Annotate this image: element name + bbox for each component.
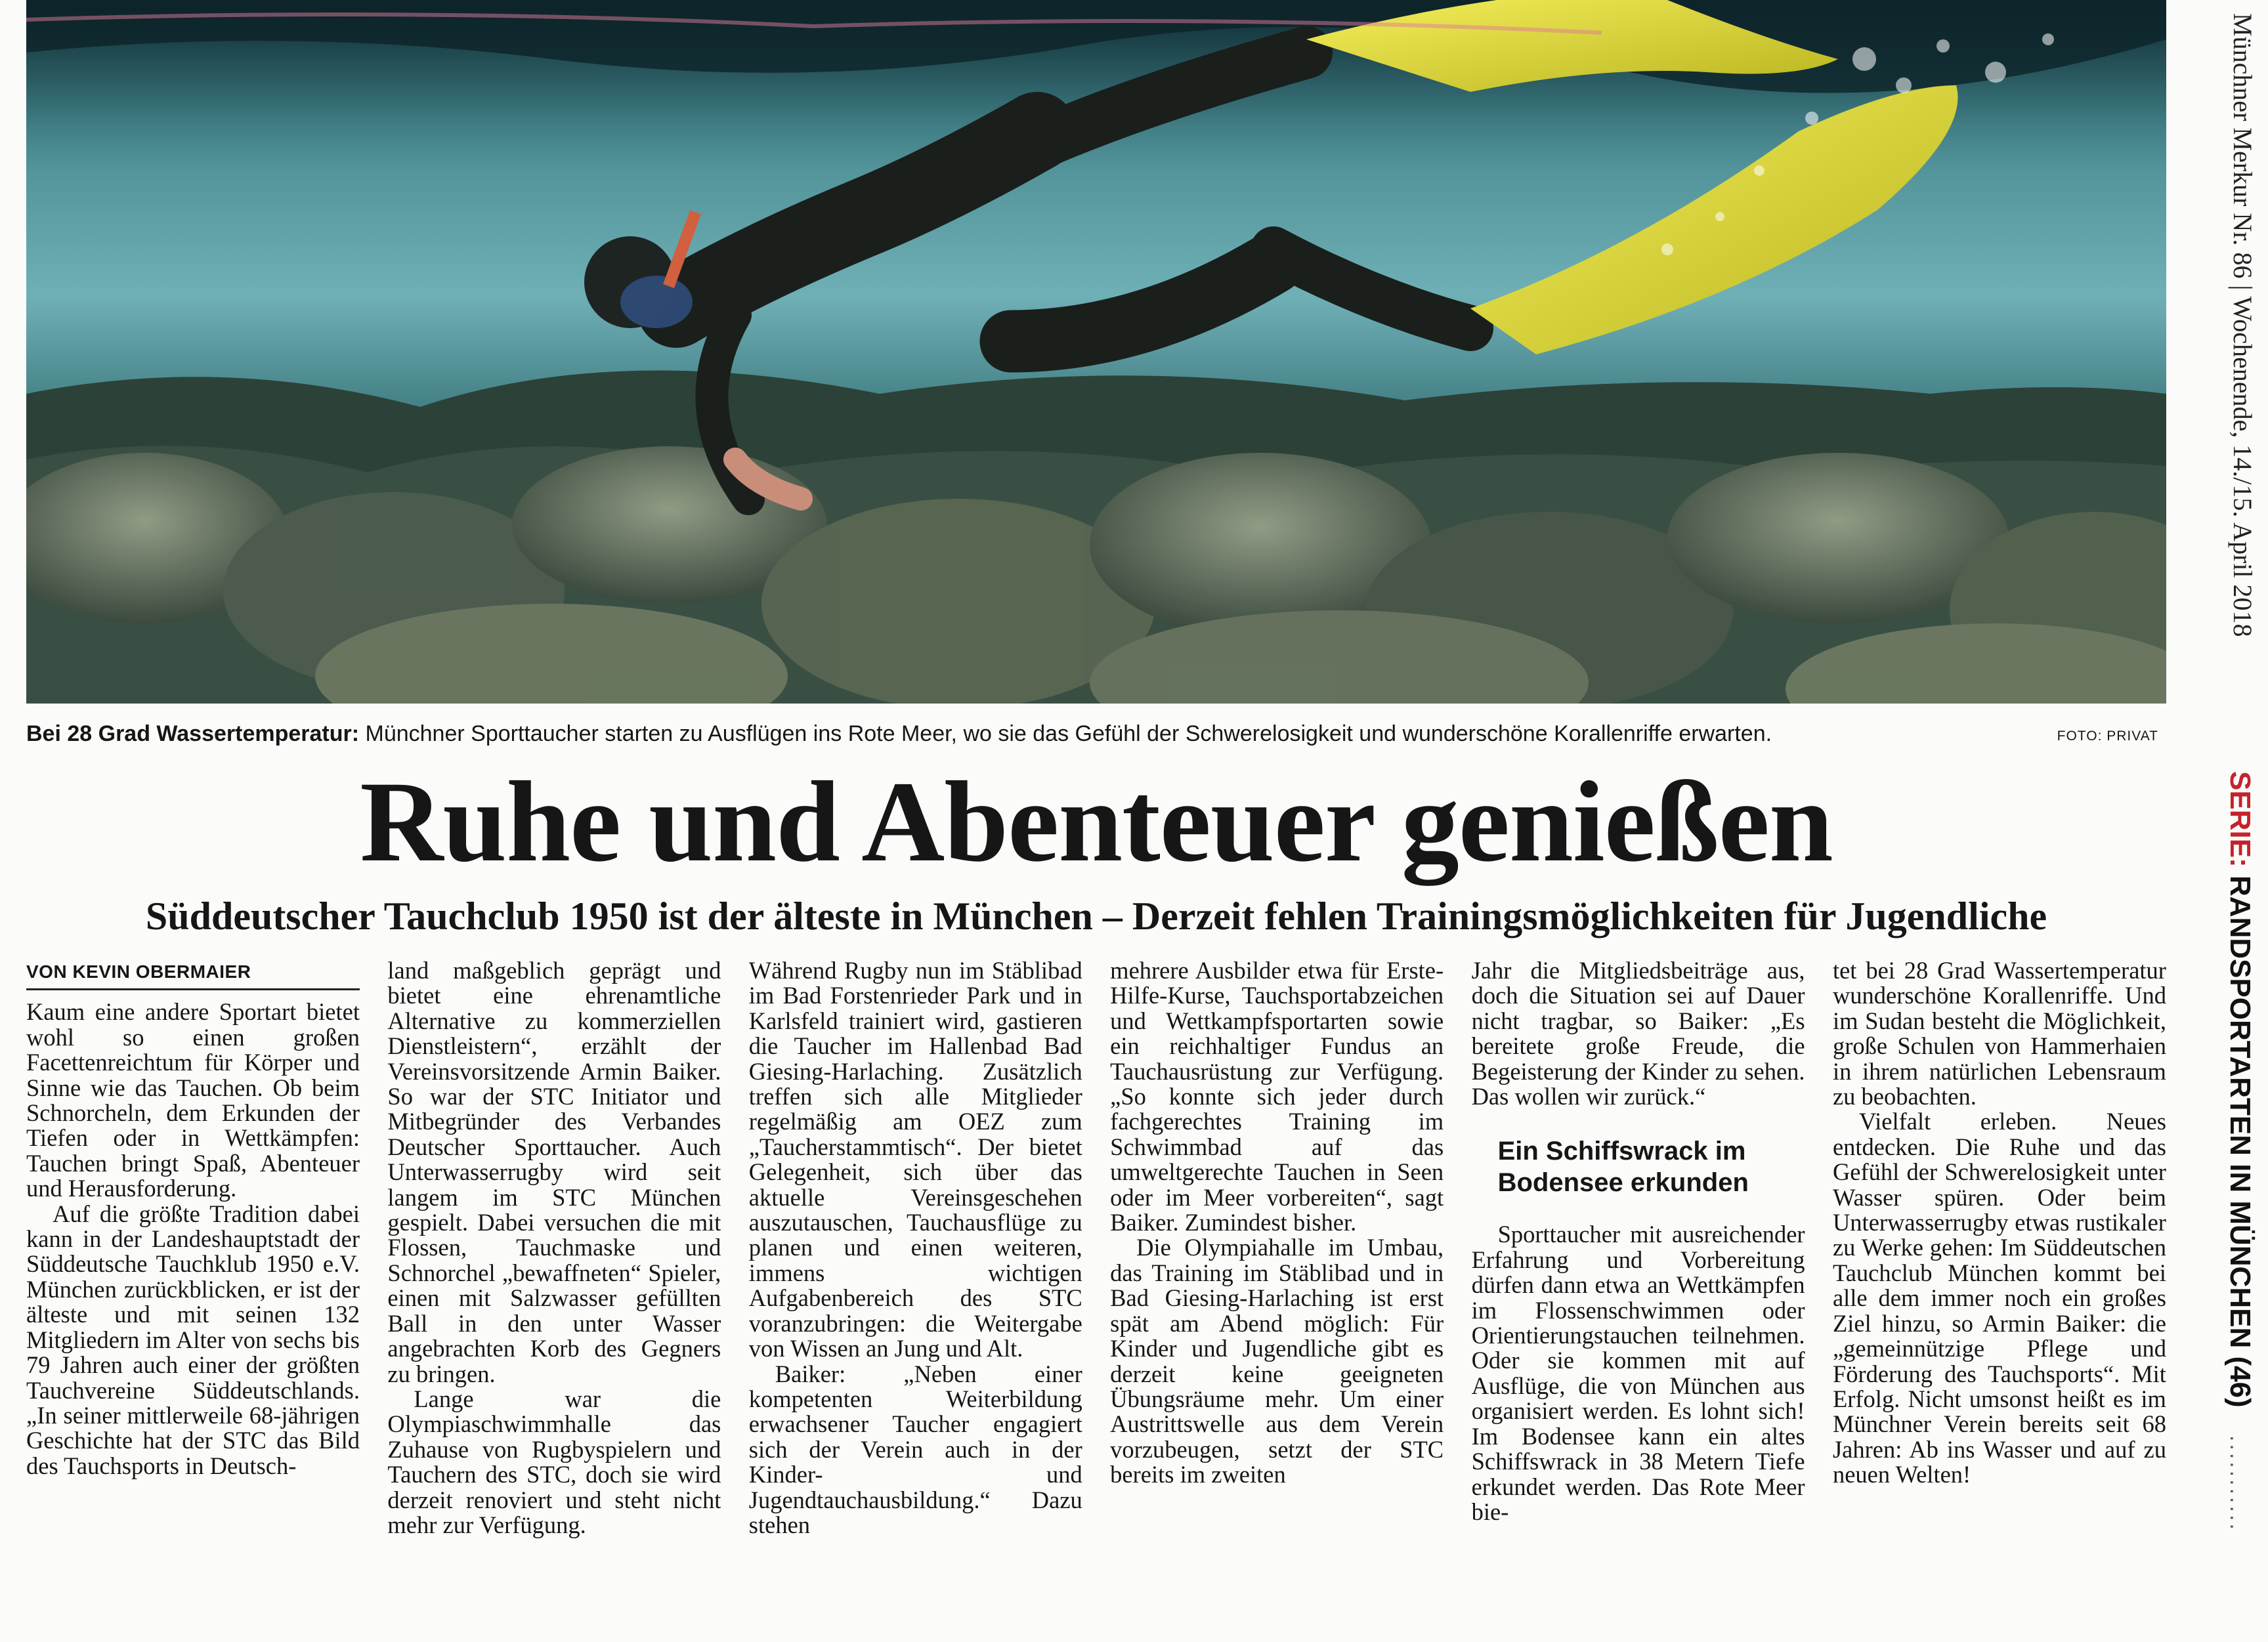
paragraph: Auf die größte Tradition dabei kann in der Landeshauptstadt der Süddeutsche Tauchklub 1950 e.V. München zurückblicken, er ist der älteste und mit seinen 132 Mitgliedern im Alter von sechs bis 79 Jahren auch einer der größten Tauchvereine Süddeutschlands. „In seiner mittlerweile 68-jährigen Geschichte hat der STC das Bild des Tauchsports in Deutsch- bbox=[26, 1200, 360, 1479]
column-3 bbox=[749, 958, 1082, 1634]
paragraph: land maßgeblich geprägt und bietet eine ehrenamtliche Alternative zu kommerziellen Dienstleistern“, erzählt der Vereinsvorsitzende Armin Baiker. So war der STC Initiator und Mitbegründer des Verbandes Deutscher Sporttaucher. Auch Unterwasserrugby wird seit langem im STC München gespielt. Dabei versuchen die mit Flossen, Tauchmaske und Schnorchel „bewaffneten“ Spieler, einen mit Salzwasser gefüllten Ball in den unter Wasser angebrachten Korb des Gegners zu bringen. bbox=[387, 958, 721, 1387]
photo-credit: FOTO: PRIVAT bbox=[2057, 728, 2158, 744]
column-4 bbox=[1110, 958, 1444, 1634]
column-5 bbox=[1472, 958, 1805, 1634]
paragraph: Baiker: „Neben einer kompetenten Weiterbildung erwachsener Taucher engagiert sich der Verein auch in der Kinder- und Jugendtauchausbildung.“ Dazu stehen bbox=[748, 1360, 1082, 1538]
paragraph: Kaum eine andere Sportart bietet wohl so einen großen Facettenreichtum für Körper und Sinne wie das Tauchen. Ob beim Schnorcheln, dem Erkunden der Tiefen oder in Wettkämpfen: Tauchen bringt Spaß, Abenteuer und Herausforderung. bbox=[26, 998, 360, 1202]
publication-info: Münchner Merkur Nr. 86 | Wochenende, 14./15. April 2018 bbox=[2228, 13, 2257, 637]
paragraph: mehrere Ausbilder etwa für Erste-Hilfe-Kurse, Tauchsportabzeichen und Wettkampfsportarten sowie ein reichhaltiger Fundus an Tauchausrüstung zur Verfügung. „So konnte sich jeder durch fachgerechtes Training im Schwimmbad auf das umweltgerechte Tauchen in Seen oder im Meer vorbereiten“, sagt Baiker. Zumindest bisher. bbox=[1110, 958, 1444, 1236]
paragraph: Jahr die Mitgliedsbeiträge aus, doch die Situation sei auf Dauer nicht tragbar, so Baiker: „Es bereitete große Freude, die Begeisterung der Kinder zu sehen. Das wollen wir zurück.“ bbox=[1471, 958, 1805, 1110]
paragraph: tet bei 28 Grad Wassertemperatur wunderschöne Korallenriffe. Und im Sudan besteht die Möglichkeit, große Schulen von Hammerhaien in ihrem natürlichen Lebensraum zu beobachten. bbox=[1832, 958, 2166, 1110]
paragraph: Die Olympiahalle im Umbau, das Training im Stäblibad und in Bad Giesing-Harlaching ist erst spät am Abend möglich: Für Kinder und Jugendliche gibt es derzeit keine geeigneten Übungsräume mehr. Um einer Austrittswelle aus dem Verein vorzubeugen, setzt der STC bereits im zweiten bbox=[1110, 1234, 1444, 1488]
series-dots: ........... bbox=[2225, 1435, 2250, 1532]
series-label bbox=[2219, 771, 2258, 1532]
headline: Ruhe und Abenteuer genießen bbox=[360, 758, 1833, 886]
column-2 bbox=[387, 958, 721, 1634]
paragraph: Sporttaucher mit ausreichender Erfahrung und Vorbereitung dürfen dann etwa an Wettkämpfen im Flossenschwimmen oder Orientierungstauchen teilnehmen. Oder sie kommen mit auf Ausflüge, die von München aus organisiert werden. Es lohnt sich! Im Bodensee kann ein altes Schiffswrack in 38 Metern Tiefe erkundet werden. Das Rote Meer bie- bbox=[1471, 1221, 1805, 1525]
subheadline: Süddeutscher Tauchclub 1950 ist der älteste in München – Derzeit fehlen Trainingsmöglichkeiten für Jugendliche bbox=[145, 895, 2047, 938]
series-prefix: SERIE: bbox=[2224, 771, 2256, 868]
column-1 bbox=[26, 958, 360, 1634]
article-body bbox=[26, 958, 2166, 1634]
paragraph: Lange war die Olympiaschwimmhalle das Zuhause von Rugbyspielern und Tauchern des STC, doch sie wird derzeit renoviert und steht nicht mehr zur Verfügung. bbox=[387, 1385, 721, 1538]
photo-caption bbox=[26, 714, 2166, 753]
caption-text: Münchner Sporttaucher starten zu Ausflügen ins Rote Meer, wo sie das Gefühl der Schwerelosigkeit und wunderschöne Korallenriffe erwarten. bbox=[365, 721, 1772, 746]
byline: VON KEVIN OBERMAIER bbox=[26, 959, 360, 990]
paragraph: Vielfalt erleben. Neues entdecken. Die Ruhe und das Gefühl der Schwerelosigkeit unter Wasser spüren. Oder beim Unterwasserrugby etwas rustikaler zu Werke gehen: Im Süddeutschen Tauchclub München kommt bei alle dem immer noch ein großes Ziel hinzu, so Armin Baiker: die „gemeinnützige Pflege und Förderung des Tauchsports“. Mit Erfolg. Nicht umsonst heißt es im Münchner Verein bereits seit 68 Jahren: Ab ins Wasser und auf zu neuen Welten! bbox=[1832, 1108, 2166, 1488]
subheading: Ein Schiffswrack im Bodensee erkunden bbox=[1497, 1137, 1749, 1198]
article-photo bbox=[26, 0, 2166, 704]
caption-lead: Bei 28 Grad Wassertemperatur: bbox=[26, 721, 360, 746]
series-title: RANDSPORTARTEN IN MÜNCHEN (46) bbox=[2224, 875, 2256, 1408]
paragraph: Während Rugby nun im Stäblibad im Bad Forstenrieder Park und in Karlsfeld trainiert wird, gastieren die Taucher im Hallenbad Bad Giesing-Harlaching. Zusätzlich treffen sich alle Mitglieder regelmäßig am OEZ zum „Taucherstammtisch“. Der bietet Gelegenheit, sich über das aktuelle Vereinsgeschehen auszutauschen, Tauchausflüge zu planen und einen weiteren, immens wichtigen Aufgabenbereich des STC voranzubringen: die Weitergabe von Wissen an Jung und Alt. bbox=[748, 958, 1082, 1362]
column-6 bbox=[1833, 958, 2166, 1634]
